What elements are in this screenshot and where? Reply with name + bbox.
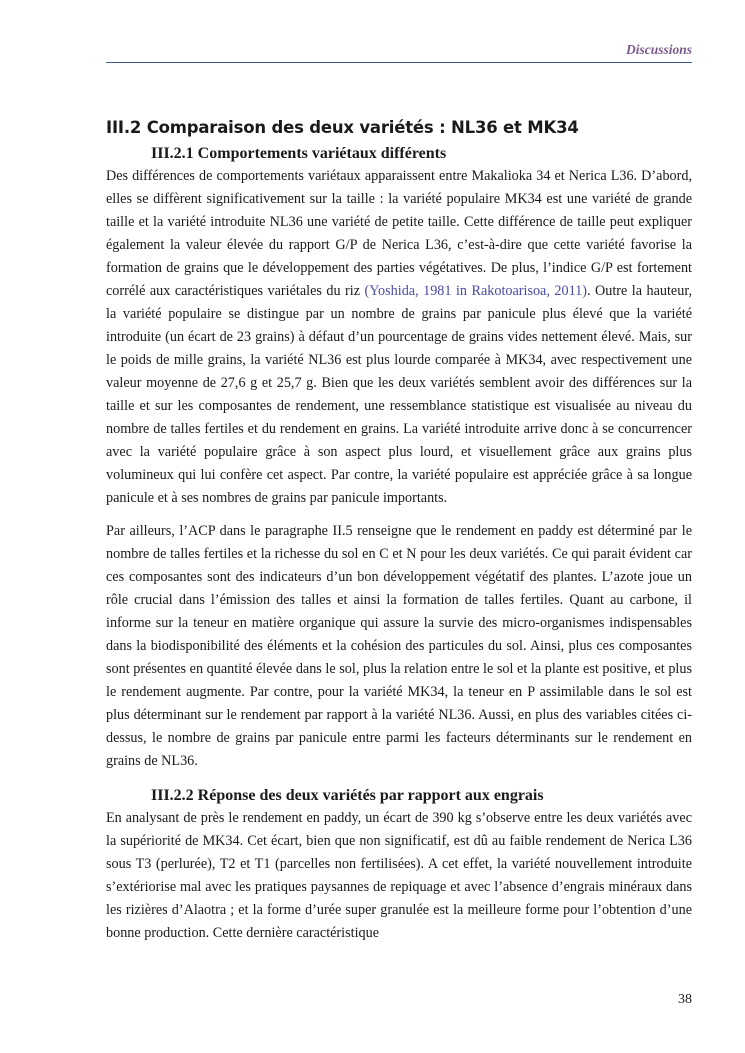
subsection-heading-1: III.2.1 Comportements variétaux différents — [151, 145, 447, 162]
page-number: 38 — [678, 992, 692, 1007]
subsection-heading-2: III.2.2 Réponse des deux variétés par rapport aux engrais — [151, 787, 544, 804]
section-heading: III.2 Comparaison des deux variétés : NL36 et MK34 — [106, 118, 579, 137]
paragraph-2: Par ailleurs, l’ACP dans le paragraphe II.5 renseigne que le rendement en paddy est déterminé par le nombre de talles fertiles et la richesse du sol en C et N pour les deux variétés. Ce qui parait évident car ces composantes sont des indicateurs d’un bon développement végétatif des plantes. L’azote joue un rôle crucial dans l’émission des talles et ainsi la formation de talles fertiles. Quant au carbone, il informe sur la teneur en matière organique qui assure la survie des micro-organismes indispensables dans la biodisponibilité des éléments et la cohésion des particules du sol. Ainsi, plus ces composantes sont présentes en quantité élevée dans le sol, plus la relation entre le sol et la plante est positive, et plus le rendement augmente. Par contre, pour la variété MK34, la teneur en P assimilable dans le sol est plus déterminant sur le rendement par rapport à la variété NL36. Aussi, en plus des variables citées ci-dessus, le nombre de grains par panicule entre parmi les facteurs déterminants sur le rendement en grains de NL36. — [106, 523, 692, 769]
paragraph-1-text-b: . Outre la hauteur, la variété populaire se distingue par un nombre de grains par panicule plus élevé que la variété introduite (un écart de 23 grains) à défaut d’un pourcentage de grains vides nettement élevé. Mais, sur le poids de mille grains, la variété NL36 est plus lourde comparée à MK34, avec respectivement une valeur moyenne de 27,6 g et 25,7 g. Bien que les deux variétés semblent avoir des différences sur la taille et sur les composantes de rendement, une ressemblance statistique est visualisée au niveau du nombre de talles fertiles et du rendement en grains. La variété introduite arrive donc à se concurrencer avec la variété populaire grâce à son aspect plus lourd, et visuellement grâce aux grains plus volumineux qui lui confère cet aspect. Par contre, la variété populaire est appréciée grâce à sa longue panicule et à ses nombres de grains par panicule importants. — [106, 283, 693, 506]
page-content — [106, 118, 692, 945]
citation-link[interactable]: (Yoshida, 1981 in Rakotoarisoa, 2011) — [364, 283, 587, 299]
paragraph-3: En analysant de près le rendement en paddy, un écart de 390 kg s’observe entre les deux variétés avec la supériorité de MK34. Cet écart, bien que non significatif, est dû au faible rendement de Nerica L36 sous T3 (perlurée), T2 et T1 (parcelles non fertilisées). A cet effet, la variété nouvellement introduite s’extériorise mal avec les pratiques paysannes de repiquage et avec l’absence d’engrais minéraux dans les rizières d’Alaotra ; et la forme d’urée super granulée est la meilleure forme pour l’obtention d’une bonne production. Cette dernière caractéristique — [106, 810, 692, 941]
paragraph-1-text-a: Des différences de comportements variétaux apparaissent entre Makalioka 34 et Nerica L36. D’abord, elles se diffèrent significativement sur la taille : la variété populaire MK34 est une variété de grande taille et la variété introduite NL36 une variété de petite taille. Cette différence de taille peut expliquer également la valeur élevée du rapport G/P de Nerica L36, c’est-à-dire que cette variété favorise la formation de grains que le développement des parties végétatives. De plus, l’indice G/P est fortement corrélé aux caractéristiques variétales du riz — [106, 168, 692, 299]
paragraph-1 — [106, 165, 692, 510]
running-header: Discussions — [106, 42, 692, 63]
